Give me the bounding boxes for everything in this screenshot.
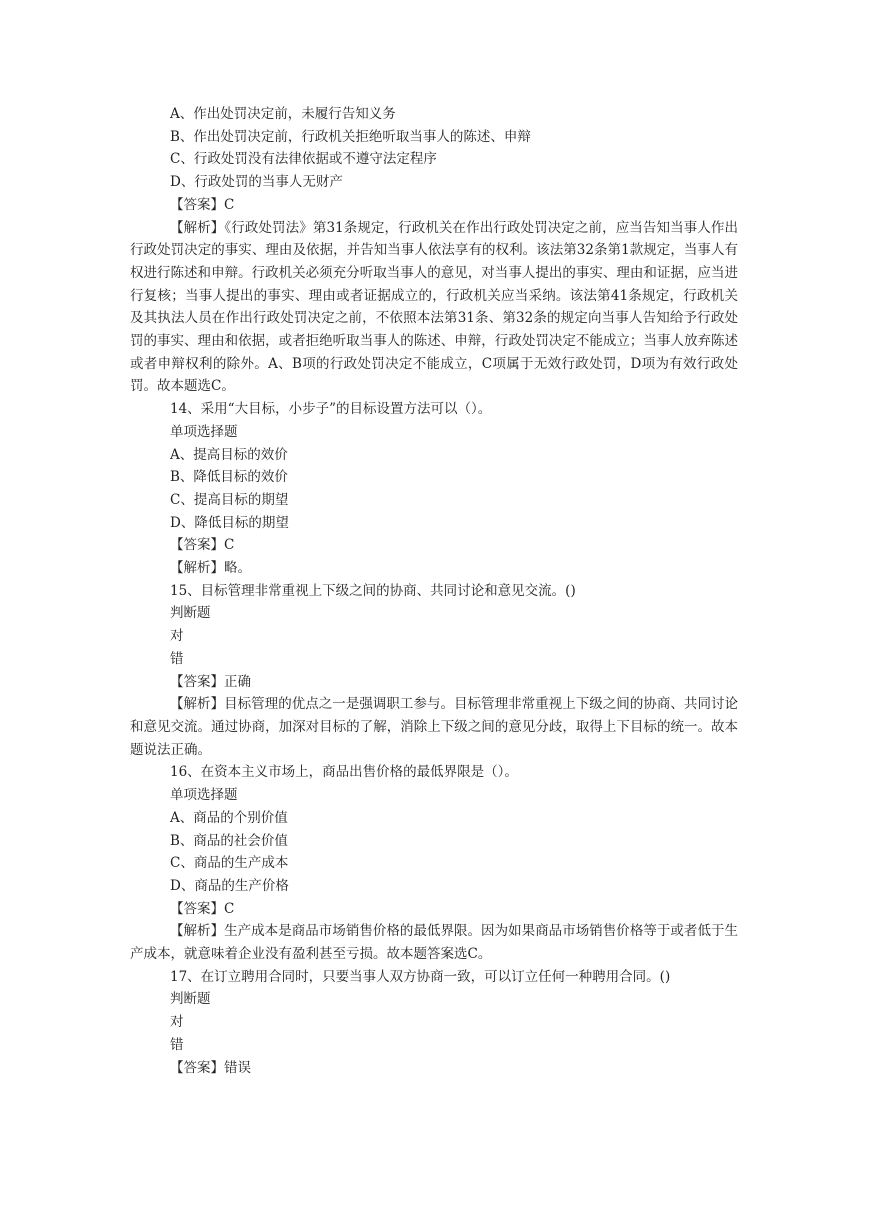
option-b: B、商品的社会价值 (170, 832, 288, 849)
option-c: C、提高目标的期望 (170, 491, 289, 508)
question-16-block (130, 761, 738, 965)
document-body (130, 103, 738, 1079)
question-type: 单项选择题 (170, 787, 238, 804)
question-type: 判断题 (170, 605, 211, 622)
analysis: 【解析】略。 (170, 560, 251, 577)
option-b: B、作出处罚决定前，行政机关拒绝听取当事人的陈述、申辩 (170, 128, 531, 145)
option-false: 错 (170, 1036, 184, 1053)
option-true: 对 (170, 1014, 184, 1031)
question-17-block (130, 966, 738, 1080)
option-a: A、商品的个别价值 (170, 809, 288, 826)
answer: 【答案】错误 (170, 1059, 251, 1076)
option-a: A、提高目标的效价 (170, 446, 288, 463)
analysis: 【解析】生产成本是商品市场销售价格的最低界限。因为如果商品市场销售价格等于或者低于生产成本，就意味着企业没有盈利甚至亏损。故本题答案选C。 (130, 923, 738, 963)
option-a: A、作出处罚决定前，未履行告知义务 (170, 106, 396, 122)
question-text: 17、在订立聘用合同时，只要当事人双方协商一致，可以订立任何一种聘用合同。() (170, 968, 671, 985)
question-type: 判断题 (170, 991, 211, 1008)
option-d: D、商品的生产价格 (170, 877, 289, 894)
question-type: 单项选择题 (170, 423, 238, 440)
option-c: C、行政处罚没有法律依据或不遵守法定程序 (170, 151, 437, 168)
analysis: 【解析】《行政处罚法》第31条规定，行政机关在作出行政处罚决定之前，应当告知当事人作出行政处罚决定的事实、理由及依据，并告知当事人依法享有的权利。该法第32条第1款规定，当事人有权进行陈述和申辩。行政机关必须充分听取当事人的意见，对当事人提出的事实、理由和证据，应当进行复核；当事人提出的事实、理由或者证据成立的，行政机关应当采纳。该法第41条规定，行政机关及其执法人员在作出行政处罚决定之前，不依照本法第31条、第32条的规定向当事人告知给予行政处罚的事实、理由和依据，或者拒绝听取当事人的陈述、申辩，行政处罚决定不能成立；当事人放弃陈述或者申辩权利的除外。A、B项的行政处罚决定不能成立，C项属于无效行政处罚，D项为有效行政处罚。故本题选C。 (130, 219, 738, 395)
question-text: 16、在资本主义市场上，商品出售价格的最低界限是（）。 (170, 764, 518, 781)
option-false: 错 (170, 650, 184, 667)
question-14-block (130, 398, 738, 580)
question-15-block (130, 580, 738, 762)
question-text: 14、采用“大目标，小步子”的目标设置方法可以（）。 (170, 401, 492, 418)
analysis: 【解析】目标管理的优点之一是强调职工参与。目标管理非常重视上下级之间的协商、共同讨论和意见交流。通过协商，加深对目标的了解，消除上下级之间的意见分歧，取得上下目标的统一。故本题说法正确。 (130, 696, 738, 758)
option-c: C、商品的生产成本 (170, 855, 289, 872)
answer: 【答案】C (170, 196, 235, 213)
question-13-block (130, 103, 738, 398)
option-d: D、降低目标的期望 (170, 514, 289, 531)
answer: 【答案】C (170, 900, 235, 917)
option-d: D、行政处罚的当事人无财产 (170, 174, 343, 191)
answer: 【答案】C (170, 537, 235, 554)
option-true: 对 (170, 628, 184, 645)
answer: 【答案】正确 (170, 673, 251, 690)
option-b: B、降低目标的效价 (170, 469, 288, 486)
question-text: 15、目标管理非常重视上下级之间的协商、共同讨论和意见交流。() (170, 582, 576, 599)
